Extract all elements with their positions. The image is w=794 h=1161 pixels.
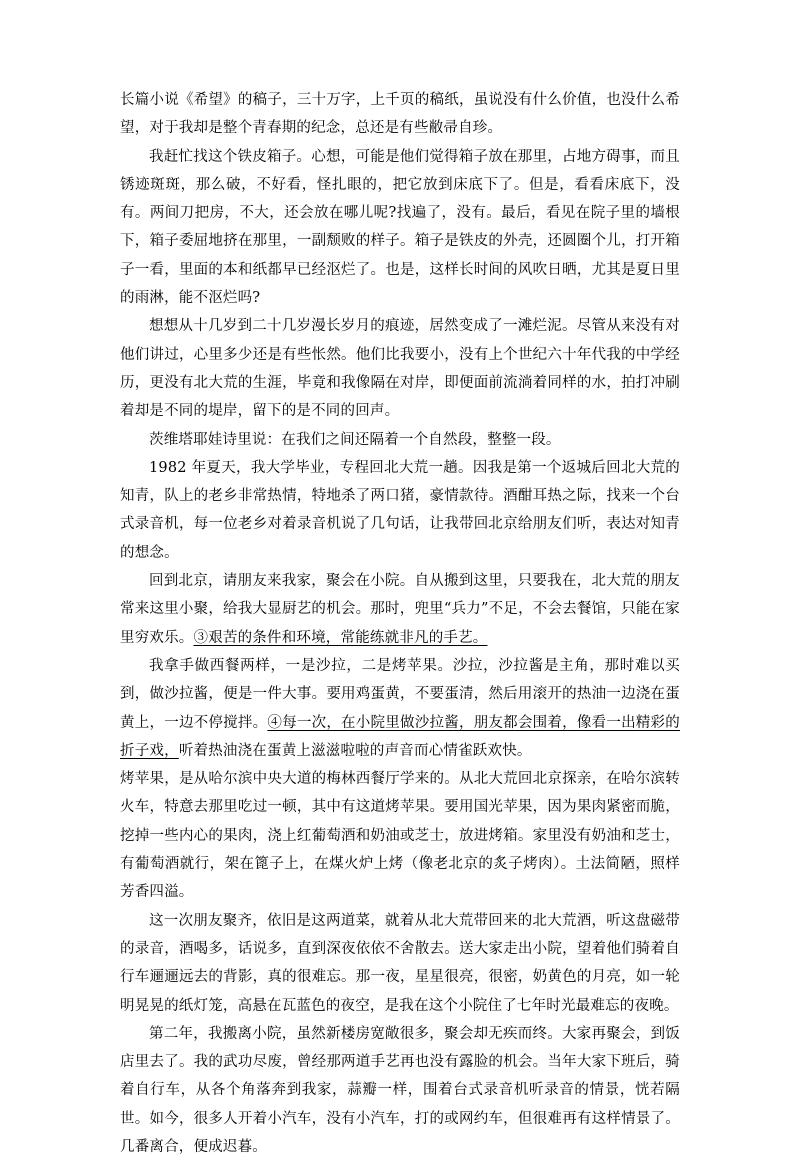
paragraph-8	[120, 765, 680, 906]
paragraph-7-text-end: 听着热油浇在蛋黄上滋滋啦啦的声音而心情雀跃欢快。	[178, 742, 532, 759]
paragraph-9-text: 这一次朋友聚齐，依旧是这两道菜，就着从北大荒带回来的北大荒酒，听这盘磁带的录音，酒喝多，话说多，直到深夜依依不舍散去。送大家走出小院，望着他们骑着自行车逦逦远去的背影，真的很难忘。那一夜，星星很亮，很密，奶黄色的月亮，如一轮明晃晃的纸灯笼，高悬在瓦蓝色的夜空，是我在这个小院住了七年时光最难忘的夜晚。	[120, 912, 680, 1014]
paragraph-2-text: 我赶忙找这个铁皮箱子。心想，可能是他们觉得箱子放在那里，占地方碍事，而且锈迹斑斑，那么破，不好看，怪扎眼的，把它放到床底下了。但是，看看床底下，没有。两间刀把房，不大，还会放在哪儿呢?找遍了，没有。最后，看见在院子里的墙根下，箱子委屈地挤在那里，一副颓败的样子。箱子是铁皮的外壳，还圆圈个儿，打开箱子一看，里面的本和纸都早已经沤烂了。也是，这样长时间的风吹日晒，尤其是夏日里的雨淋，能不沤烂吗?	[120, 148, 680, 307]
paragraph-10	[120, 1020, 680, 1161]
document-page	[120, 86, 680, 1161]
paragraph-6	[120, 567, 680, 652]
paragraph-3-text: 想想从十几岁到二十几岁漫长岁月的痕迹，居然变成了一滩烂泥。尽管从来没有对他们讲过，心里多少还是有些怅然。他们比我要小，没有上个世纪六十年代我的中学经历，更没有北大荒的生涯，毕竟和我像隔在对岸，即便面前流淌着同样的水，拍打冲刷着却是不同的堤岸，留下的是不同的回声。	[120, 318, 680, 420]
paragraph-2	[120, 143, 680, 313]
paragraph-1-text: 长篇小说《希望》的稿子，三十万字，上千页的稿纸，虽说没有什么价值，也没什么希望，对于我却是整个青春期的纪念，总还是有些敝帚自珍。	[120, 92, 680, 137]
paragraph-9	[120, 907, 680, 1020]
paragraph-6-text: 回到北京，请朋友来我家，聚会在小院。自从搬到这里，只要我在，北大荒的朋友常来这里小聚，给我大显厨艺的机会。那时，兜里“兵力”不足，不会去餐馆，只能在家里穷欢乐。	[120, 573, 680, 646]
paragraph-10-text: 第二年，我搬离小院，虽然新楼房宽敞很多，聚会却无疾而终。大家再聚会，到饭店里去了。我的武功尽废，曾经那两道手艺再也没有露脸的机会。当年大家下班后，骑着自行车，从各个角落奔到我家，蒜瓣一样，围着台式录音机听录音的情景，恍若隔世。如今，很多人开着小汽车，没有小汽车，打的或网约车，但很难再有这样情景了。几番离合，便成迟暮。	[120, 1025, 680, 1155]
paragraph-8-text: 烤苹果，是从哈尔滨中央大道的梅林西餐厅学来的。从北大荒回北京探亲，在哈尔滨转火车，特意去那里吃过一顿，其中有这道烤苹果。要用国光苹果，因为果肉紧密而脆，挖掉一些内心的果肉，浇上红葡萄酒和奶油或芝士，放进烤箱。家里没有奶油和芝士，有葡萄酒就行，架在篦子上，在煤火炉上烤（像老北京的炙子烤肉）。土法简陋，照样芳香四溢。	[120, 771, 680, 901]
paragraph-7-text: 我拿手做西餐两样，一是沙拉，二是烤苹果。沙拉，沙拉酱是主角，那时难以买到，做沙拉酱，便是一件大事。要用鸡蛋黄，不要蛋清，然后用滚开的热油一边浇在蛋黄上，一边不停搅拌。	[120, 657, 680, 731]
underlined-sentence-3: ③艰苦的条件和环境，常能练就非凡的手艺。	[193, 629, 488, 646]
paragraph-3	[120, 312, 680, 425]
paragraph-1	[120, 86, 680, 143]
paragraph-5-text: 1982 年夏天，我大学毕业，专程回北大荒一趟。因我是第一个返城后回北大荒的知青，队上的老乡非常热情，特地杀了两口猪，豪情款待。酒酣耳热之际，找来一个台式录音机，每一位老乡对着录音机说了几句话，让我带回北京给朋友们听，表达对知青的想念。	[120, 459, 680, 561]
paragraph-5	[120, 454, 680, 567]
paragraph-7	[120, 652, 680, 765]
paragraph-4	[120, 426, 680, 454]
underlined-sentence-4: ④每一次，在小院里做沙拉酱，朋友都会围着，像看一出精彩的折子戏，	[120, 714, 680, 759]
paragraph-4-text: 茨维塔耶娃诗里说：在我们之间还隔着一个自然段，整整一段。	[149, 431, 561, 448]
